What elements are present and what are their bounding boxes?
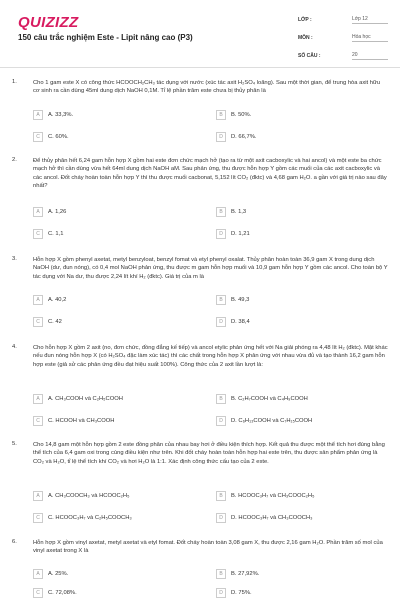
option-letter: A [33,295,43,305]
option-letter: A [33,569,43,579]
meta-value: 20 [352,52,388,60]
option-text: B. C₂H₇COOH và C₄H₉COOH [231,396,308,402]
option-letter: B [216,207,226,217]
option-letter: A [33,207,43,217]
question-number: 5. [12,441,17,447]
option-text: B. 49,3 [231,297,250,303]
option-text: D. 38,4 [231,319,250,325]
option-text: B. 27,92%. [231,571,260,577]
option-d[interactable] [216,512,366,524]
option-c[interactable] [33,415,183,427]
meta-value: Lớp 12 [352,16,388,24]
option-letter: B [216,110,226,120]
option-b[interactable] [216,206,366,218]
option-c[interactable] [33,512,183,524]
option-text: D. C₆H₁₃COOH và C₇H₁₅COOH [231,418,313,424]
question-text: Cho 1 gam este X có công thức HCOOCH₂CH₃ tác dụng với nước (xúc tác axit H₂SO₄ loãng). Sau một thời gian, để trung hòa axit hữu cơ sinh ra cần dùng 45ml dung dịch NaOH 0,1M. Tỉ lệ phần trăm este chưa bị thủy phân là [33,80,381,95]
meta-label: SỐ CÂU : [298,53,321,59]
option-a[interactable] [33,206,183,218]
option-text: B. 50%. [231,112,252,118]
option-b[interactable] [216,490,366,502]
option-a[interactable] [33,393,183,405]
option-letter: B [216,569,226,579]
meta-panel [298,14,388,68]
header-divider [0,67,400,68]
option-d[interactable] [216,228,366,240]
option-text: B. HCOOC₃H₇ và CH₃COOC₂H₅ [231,493,315,499]
option-text: C. 42 [48,319,62,325]
option-text: D. 75%. [231,590,252,596]
option-letter: B [216,491,226,501]
option-text: C. 60%. [48,134,69,140]
page-header [0,0,400,70]
option-b[interactable] [216,294,366,306]
option-letter: C [33,229,43,239]
option-d[interactable] [216,415,366,427]
meta-value: Hóa học [352,34,388,42]
option-c[interactable] [33,587,183,599]
option-text: B. 1,3 [231,209,247,215]
option-b[interactable] [216,568,366,580]
option-letter: C [33,416,43,426]
option-letter: C [33,132,43,142]
option-text: C. HCOOH và CH₃COOH [48,418,115,424]
option-text: A. CH₃COOH và C₂H₅COOH [48,396,123,402]
option-a[interactable] [33,294,183,306]
option-b[interactable] [216,393,366,405]
option-text: C. 72,08%. [48,590,77,596]
question-number: 3. [12,256,17,262]
option-text: A. 25%. [48,571,69,577]
option-c[interactable] [33,131,183,143]
question-number: 2. [12,157,17,163]
option-text: A. 1,26 [48,209,67,215]
option-text: D. HCOOC₃H₇ và CH₃COOCH₃ [231,515,313,521]
option-text: C. 1,1 [48,231,64,237]
option-letter: C [33,513,43,523]
option-a[interactable] [33,490,183,502]
option-b[interactable] [216,109,366,121]
question-number: 6. [12,539,17,545]
option-d[interactable] [216,587,366,599]
option-d[interactable] [216,316,366,328]
quizizz-logo: QUIZIZZ [18,14,79,31]
question-text: Cho hỗn hợp X gồm 2 axit (no, đơn chức, đồng đẳng kế tiếp) và ancol etylic phản ứng hết với Na giải phóng ra 4,48 lít H₂ (đktc). Mặt khác nếu đun nóng hỗn hợp X (có H₂SO₄ đặc làm xúc tác) thì các chất trong hỗn hợp X phản ứng với nhau vừa đủ và tạo thành 16,2 gam hỗn hợp este (giả sử các phản ứng đều đạt hiệu suất 100%). Công thức của 2 axit lần lượt là: [33,345,388,368]
option-text: A. 33,3%. [48,112,74,118]
meta-label: LỚP : [298,17,312,23]
meta-row-class [298,14,388,26]
option-letter: C [33,588,43,598]
question-text: Để thủy phân hết 6,24 gam hỗn hợp X gồm hai este đơn chức mạch hở (tạo ra từ một axit cacboxylic và hai ancol) và một este ba chức mạch hở thì cần dùng vừa hết 64ml dung dịch NaOH aM. Sau phản ứng, thu được hỗn hợp Y gồm các muối của các axit cacboxylic và các ancol. Đốt cháy hoàn toàn hỗn hợp Y thì thu được muối cacbonat, 5,152 lít CO₂ (đktc) và 4,68 gam H₂O. a gần với giá trị nào sau đây nhất? [33,158,387,190]
option-letter: D [216,317,226,327]
option-letter: C [33,317,43,327]
option-letter: B [216,394,226,404]
question-text: Hỗn hợp X gồm phenyl axetat, metyl benzyloat, benzyl fomat và etyl phenyl oxalat. Thủy phân hoàn toàn 36,9 gam X trong dung dịch NaOH (dư, đun nóng), có 0,4 mol NaOH phản ứng, thu được m gam hỗn hợp muối và 10,9 gam hỗn hợp Y gồm các ancol. Cho toàn bộ Y tác dụng với Na dư, thu được 2,24 lít khí H₂ (đktc). Giá trị của m là [33,257,388,280]
question-number: 1. [12,79,17,85]
option-letter: B [216,295,226,305]
option-c[interactable] [33,316,183,328]
option-c[interactable] [33,228,183,240]
page-title: 150 câu trắc nghiệm Este - Lipit nâng cao (P3) [18,33,193,42]
option-text: A. 40,2 [48,297,67,303]
meta-row-count [298,50,388,62]
option-letter: A [33,491,43,501]
option-a[interactable] [33,568,183,580]
question-text: Hỗn hợp X gồm vinyl axetat, metyl axetat và etyl fomat. Đốt cháy hoàn toàn 3,08 gam X, thu được 2,16 gam H₂O. Phần trăm số mol của vinyl axetat trong X là [33,540,383,555]
option-text: C. HCOOC₃H₇ và C₂H₅COOCH₃ [48,515,132,521]
option-letter: D [216,132,226,142]
option-text: D. 66,7%. [231,134,257,140]
option-d[interactable] [216,131,366,143]
option-letter: D [216,416,226,426]
meta-row-subject [298,32,388,44]
option-letter: D [216,229,226,239]
option-letter: D [216,513,226,523]
question-text: Cho 14,8 gam một hỗn hợp gồm 2 este đồng phân của nhau bay hơi ở điều kiện thích hợp. Kết quả thu được một thể tích hơi đúng bằng thể tích của 6,4 gam oxi trong cùng điều kiện như trên. Khi đốt cháy hoàn toàn hỗn hợp hai este trên, thu được sản phẩm phản ứng là CO₂ và H₂O, tỉ lệ thể tích khí CO₂ và hơi H₂O là 1:1. Xác định công thức cấu tạo của 2 este. [33,442,385,465]
option-text: A. CH₃COOCH₃ và HCOOC₂H₅ [48,493,130,499]
option-letter: A [33,110,43,120]
option-letter: D [216,588,226,598]
option-a[interactable] [33,109,183,121]
question-number: 4. [12,344,17,350]
option-letter: A [33,394,43,404]
option-text: D. 1,21 [231,231,250,237]
meta-label: MÔN : [298,35,313,41]
